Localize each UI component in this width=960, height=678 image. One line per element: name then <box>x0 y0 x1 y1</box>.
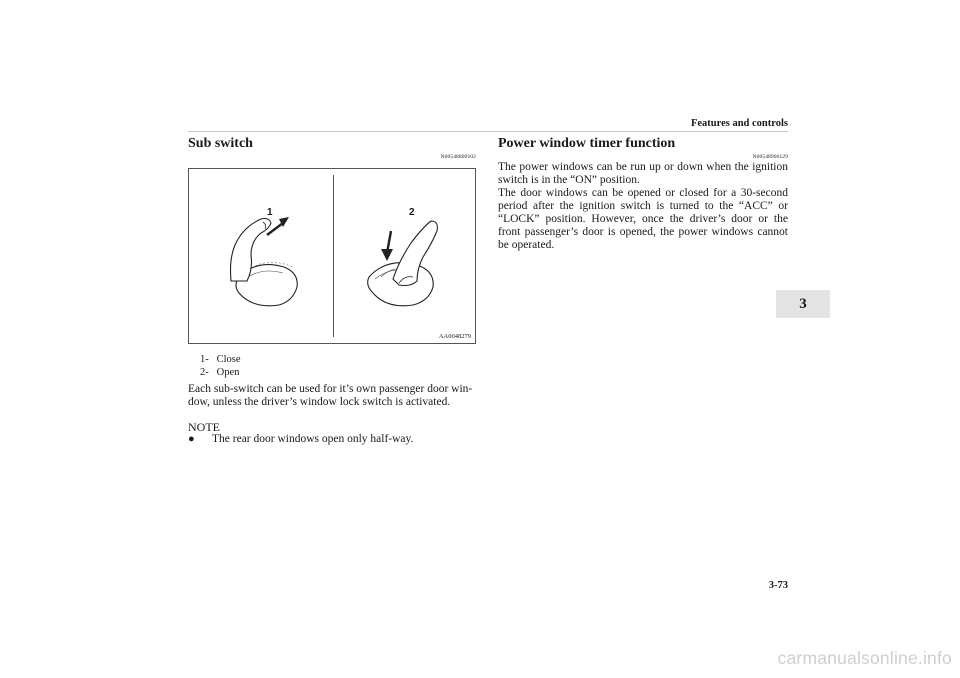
section-heading-timer: Power window timer function <box>498 136 676 151</box>
callout-1: 1 <box>267 207 273 218</box>
paragraph-line: dow, unless the driver’s window lock switch is activated. <box>188 396 451 408</box>
caption-text: Close <box>216 354 241 365</box>
timer-paragraph-2: The door windows can be opened or closed for a 30-second period after the ignition switch is turned to the “ACC” or “LOCK” position. However, once the driver’s door or the front passenger’s door is opened, the power windows cannot be operated. <box>498 187 788 251</box>
note-text: The rear door windows open only half-way. <box>212 433 414 445</box>
callout-2: 2 <box>409 207 415 218</box>
section-code: N00548800102 <box>440 154 476 160</box>
caption-text: Open <box>216 367 240 378</box>
chapter-tab <box>776 290 830 318</box>
section-code: N00548900129 <box>752 154 788 160</box>
note-item <box>188 433 413 445</box>
sub-switch-paragraph <box>188 383 476 409</box>
figure-code: AA0048279 <box>438 333 471 340</box>
caption-close <box>200 354 241 365</box>
paragraph-line: Each sub-switch can be used for it’s own passenger door win- <box>188 383 473 395</box>
caption-number: 2- <box>200 367 209 378</box>
figure-divider <box>333 175 334 337</box>
running-header: Features and controls <box>690 118 788 129</box>
timer-paragraph-1: The power windows can be run up or down when the ignition switch is in the “ON” position. <box>498 161 788 186</box>
close-illustration <box>209 189 319 319</box>
bullet-icon: ● <box>188 433 195 445</box>
section-heading-sub-switch: Sub switch <box>188 136 253 151</box>
sub-switch-figure <box>188 168 476 344</box>
header-rule <box>188 131 788 132</box>
open-illustration <box>347 191 457 321</box>
caption-number: 1- <box>200 354 209 365</box>
page-number: 3-73 <box>768 580 788 591</box>
caption-open <box>200 367 239 378</box>
note-label: NOTE <box>188 420 220 434</box>
chapter-number: 3 <box>799 295 807 312</box>
watermark: carmanualsonline.info <box>777 648 952 668</box>
